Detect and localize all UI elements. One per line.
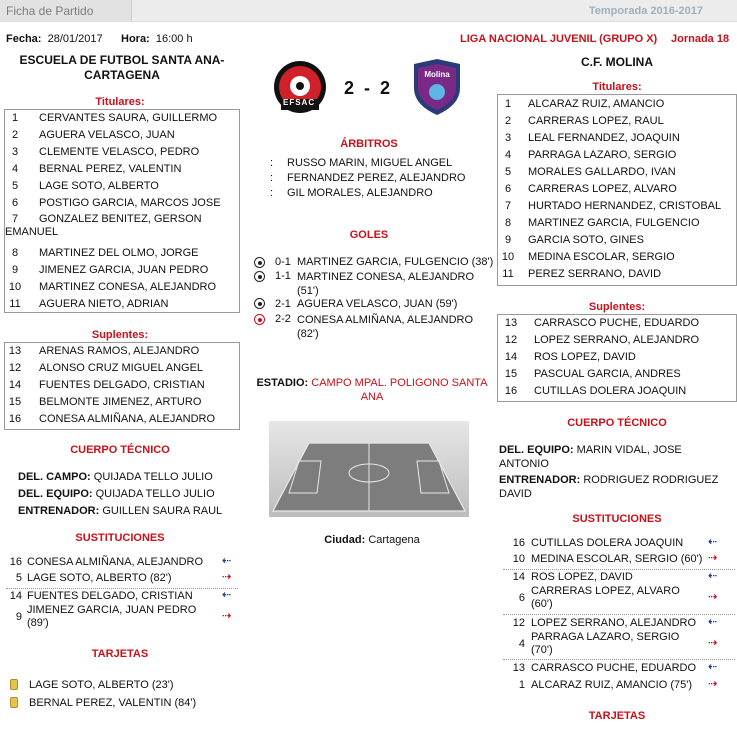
away-titulares-list [497,94,737,286]
list-item[interactable]: 10 MEDINA ESCOLAR, SERGIO [501,251,675,263]
sub-number: 14 [9,590,22,602]
yellow-card-icon [10,679,18,690]
sub-number: 13 [512,662,525,674]
arrow-left-icon: ⇠ [708,570,718,582]
away-del-equipo: DEL. EQUIPO: MARIN VIDAL, JOSE ANTONIO [499,444,682,470]
goal-scorer[interactable]: AGUERA VELASCO, JUAN (59') [297,298,458,310]
divider [503,659,735,660]
city: Ciudad: Cartagena [324,534,420,546]
referee-bullet: : [270,172,274,184]
referee-bullet: : [270,187,274,199]
sub-number: 9 [15,611,22,623]
referee-name: RUSSO MARIN, MIGUEL ANGEL [287,157,453,169]
away-sust-heading: SUSTITUCIONES [572,513,662,525]
home-titulares-list [4,109,240,313]
list-item[interactable]: 13 ARENAS RAMOS, ALEJANDRO [8,345,200,357]
arrow-left-icon: ⇠ [708,536,718,548]
sub-number: 14 [512,571,525,583]
arrow-right-icon: ⇢ [222,571,232,583]
list-item[interactable]: 8 MARTINEZ GARCIA, FULGENCIO [504,217,700,229]
soccer-ball-icon [254,257,265,268]
away-titulares-heading: Titulares: [592,81,642,93]
league-name[interactable]: LIGA NACIONAL JUVENIL (GRUPO X) [460,33,658,45]
goal-score: 2-2 [275,313,291,325]
home-suplentes-list [4,342,240,430]
list-item[interactable]: 12 LOPEZ SERRANO, ALEJANDRO [504,334,700,346]
sub-player[interactable]: CARRERAS LOPEZ, ALVARO (60') [531,585,680,610]
sub-player[interactable]: ROS LOPEZ, DAVID [531,571,633,583]
home-cuerpo-heading: CUERPO TÉCNICO [70,444,170,456]
away-crest-label: Molina [424,70,450,79]
home-del-campo: DEL. CAMPO: QUIJADA TELLO JULIO [18,471,213,483]
list-item[interactable]: 2 CARRERAS LOPEZ, RAUL [504,115,664,127]
sub-number: 12 [512,617,525,629]
referee-bullet: : [270,157,274,169]
list-item[interactable]: 9 JIMENEZ GARCIA, JUAN PEDRO [11,264,209,276]
list-item[interactable]: 9 GARCIA SOTO, GINES [504,234,644,246]
tab-ficha-de-partido[interactable]: Ficha de Partido [0,0,132,22]
list-item[interactable]: 2 AGUERA VELASCO, JUAN [11,129,175,141]
list-item[interactable]: 15 PASCUAL GARCIA, ANDRES [504,368,681,380]
arrow-left-icon: ⇠ [708,616,718,628]
card-entry[interactable]: LAGE SOTO, ALBERTO (23') [29,679,174,691]
sub-player[interactable]: ALCARAZ RUIZ, AMANCIO (75') [531,679,693,691]
list-item[interactable]: 11 AGUERA NIETO, ADRIAN [9,298,169,310]
sub-player[interactable]: PARRAGA LAZARO, SERGIO (70') [531,631,680,656]
sub-number: 1 [518,679,525,691]
jornada-label: Jornada 18 [671,33,730,45]
list-item[interactable]: 3 LEAL FERNANDEZ, JOAQUIN [504,132,680,144]
sub-player[interactable]: MEDINA ESCOLAR, SERGIO (60') [531,553,703,565]
sub-player[interactable]: CONESA ALMIÑANA, ALEJANDRO [27,556,204,568]
home-titulares-heading: Titulares: [95,96,145,108]
divider [503,614,735,615]
soccer-ball-icon [254,271,265,282]
sub-player[interactable]: CARRASCO PUCHE, EDUARDO [531,662,697,674]
sub-number: 16 [512,537,525,549]
sub-number: 4 [518,638,525,650]
list-item[interactable]: 10 MARTINEZ CONESA, ALEJANDRO [8,281,217,293]
list-item[interactable]: 5 LAGE SOTO, ALBERTO [11,180,159,192]
arrow-right-icon: ⇢ [708,678,718,690]
goal-score: 0-1 [275,256,291,268]
goal-scorer[interactable]: MARTINEZ CONESA, ALEJANDRO (51') [297,271,475,297]
card-entry[interactable]: BERNAL PEREZ, VALENTIN (84') [29,697,197,709]
soccer-ball-icon [254,314,265,325]
referee-name: FERNANDEZ PEREZ, ALEJANDRO [287,172,466,184]
home-score: 2 [344,78,355,98]
soccer-ball-icon [254,298,265,309]
list-item[interactable]: 4 PARRAGA LAZARO, SERGIO [504,149,677,161]
list-item[interactable]: 14 FUENTES DELGADO, CRISTIAN [8,379,205,391]
away-team-name[interactable]: C.F. MOLINA [581,55,653,69]
list-item[interactable]: 13 CARRASCO PUCHE, EDUARDO [504,317,700,329]
away-team-crest[interactable] [410,58,464,116]
goal-score: 1-1 [275,270,291,282]
away-suplentes-heading: Suplentes: [588,301,646,313]
sub-number: 5 [15,572,22,584]
list-item[interactable]: 5 MORALES GALLARDO, IVAN [504,166,676,178]
goal-scorer[interactable]: MARTINEZ GARCIA, FULGENCIO (38') [297,256,494,268]
list-item[interactable]: 16 CONESA ALMIÑANA, ALEJANDRO [8,413,216,425]
home-sust-heading: SUSTITUCIONES [75,532,165,544]
sub-number: 10 [512,553,525,565]
arrow-left-icon: ⇠ [222,589,232,601]
match-time: Hora: 16:00 h [121,33,193,45]
stadium[interactable]: ESTADIO: CAMPO MPAL. POLIGONO SANTA ANA [256,377,488,403]
stadium-pitch-image [269,421,469,517]
list-item[interactable]: 7 HURTADO HERNANDEZ, CRISTOBAL [504,200,722,212]
score-separator: - [364,78,370,98]
sub-number: 16 [9,556,22,568]
list-item[interactable]: 11 PEREZ SERRANO, DAVID [502,268,662,280]
pitch-icon [269,421,469,517]
sub-player[interactable]: LAGE SOTO, ALBERTO (82') [27,572,172,584]
arrow-right-icon: ⇢ [708,591,718,603]
sub-player[interactable]: FUENTES DELGADO, CRISTIAN [27,590,193,602]
goal-score: 2-1 [275,298,291,310]
list-item[interactable]: 1 ALCARAZ RUIZ, AMANCIO [504,98,665,110]
home-del-equipo: DEL. EQUIPO: QUIJADA TELLO JULIO [18,488,215,500]
season-label: Temporada 2016-2017 [588,5,703,17]
goal-scorer[interactable]: CONESA ALMIÑANA, ALEJANDRO (82') [297,314,474,340]
list-item[interactable]: 4 BERNAL PEREZ, VALENTIN [11,163,182,175]
arrow-right-icon: ⇢ [708,552,718,564]
goles-heading: GOLES [349,229,389,241]
sub-number: 6 [518,592,525,604]
home-suplentes-heading: Suplentes: [91,329,149,341]
home-tarjetas-heading: TARJETAS [91,648,149,660]
sub-player[interactable]: JIMENEZ GARCIA, JUAN PEDRO (89') [27,604,197,629]
arrow-left-icon: ⇠ [222,555,232,567]
yellow-card-icon [10,697,18,708]
list-item[interactable]: 16 CUTILLAS DOLERA JOAQUIN [504,385,687,397]
away-crest-icon [410,58,464,116]
arrow-right-icon: ⇢ [708,637,718,649]
arbitros-heading: ÁRBITROS [340,138,398,150]
away-suplentes-list [497,314,737,402]
home-crest-label: EFSAC [283,98,316,107]
list-item[interactable]: 1 CERVANTES SAURA, GUILLERMO [11,112,218,124]
list-item[interactable]: 12 ALONSO CRUZ MIGUEL ANGEL [8,362,204,374]
referee-name: GIL MORALES, ALEJANDRO [287,187,433,199]
away-tarjetas-heading: TARJETAS [588,710,646,722]
list-item[interactable]: 15 BELMONTE JIMENEZ, ARTURO [8,396,202,408]
list-item[interactable]: 14 ROS LOPEZ, DAVID [504,351,636,363]
sub-player[interactable]: CUTILLAS DOLERA JOAQUIN [531,537,684,549]
match-date: Fecha: 28/01/2017 [6,33,103,45]
away-score: 2 [380,78,391,98]
away-cuerpo-heading: CUERPO TÉCNICO [567,417,667,429]
away-entrenador: ENTRENADOR: RODRIGUEZ RODRIGUEZ DAVID [499,474,719,500]
home-team-name[interactable]: ESCUELA DE FUTBOL SANTA ANA-CARTAGENA [19,53,225,82]
home-entrenador: ENTRENADOR: GUILLEN SAURA RAUL [18,505,223,517]
list-item[interactable]: 6 POSTIGO GARCIA, MARCOS JOSE [11,197,221,209]
list-item[interactable]: 7 GONZALEZ BENITEZ, GERSON EMANUEL [5,213,202,238]
list-item[interactable]: 8 MARTINEZ DEL OLMO, JORGE [11,247,199,259]
arrow-right-icon: ⇢ [222,610,232,622]
list-item[interactable]: 3 CLEMENTE VELASCO, PEDRO [11,146,200,158]
sub-player[interactable]: LOPEZ SERRANO, ALEJANDRO [531,617,697,629]
arrow-left-icon: ⇠ [708,661,718,673]
list-item[interactable]: 6 CARRERAS LOPEZ, ALVARO [504,183,677,195]
